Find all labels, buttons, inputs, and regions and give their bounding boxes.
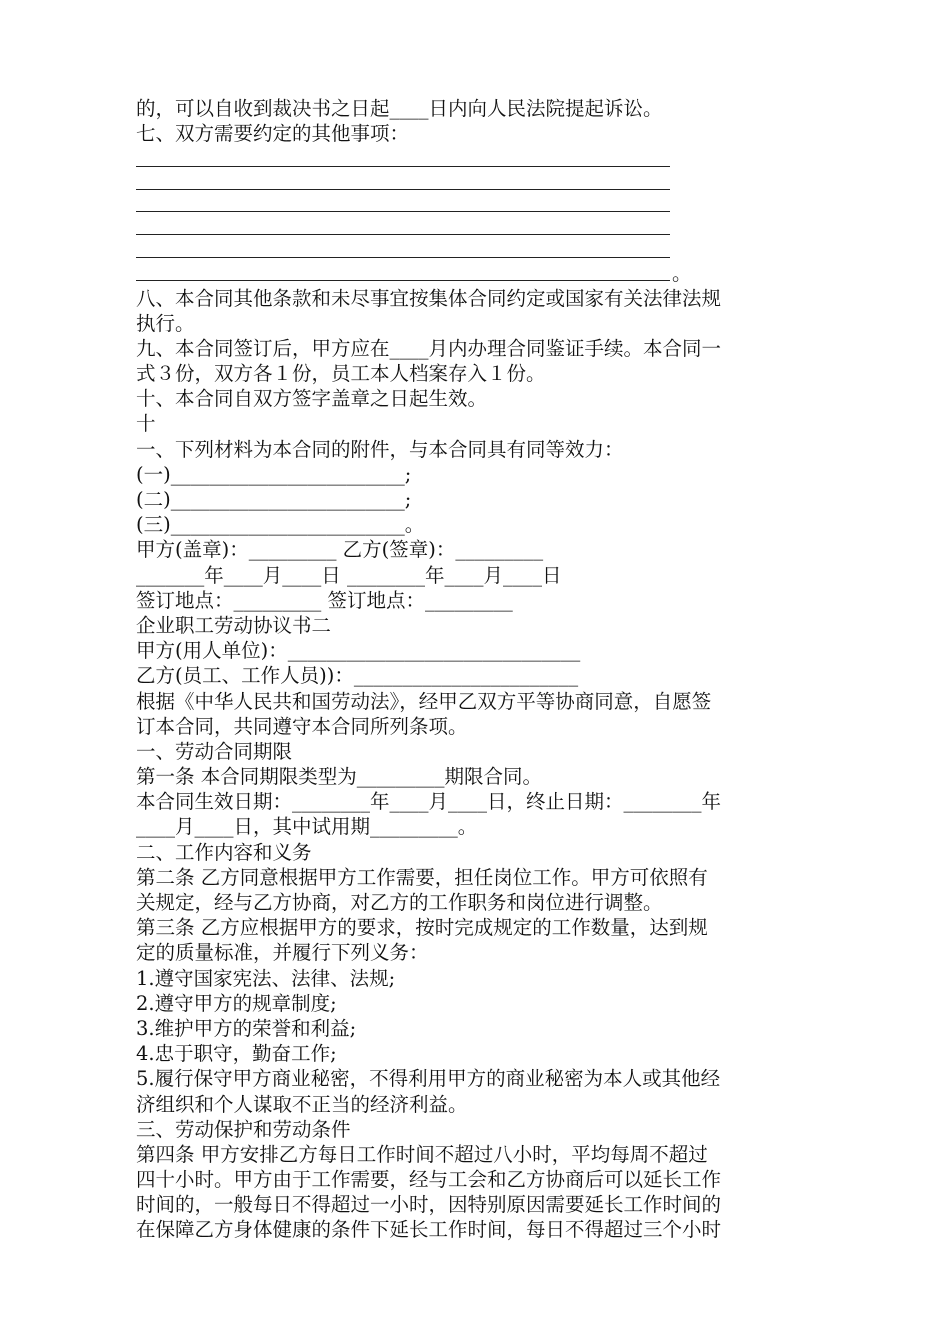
text-line: 济组织和个人谋取不正当的经济利益。 bbox=[136, 1092, 468, 1116]
blank-lines bbox=[136, 148, 820, 284]
blank-line bbox=[136, 148, 820, 171]
text-line: 根据《中华人民共和国劳动法》，经甲乙双方平等协商同意，自愿签 bbox=[136, 689, 712, 713]
list-item: 1.遵守国家宪法、法律、法规; bbox=[136, 966, 396, 990]
blank-end-mark: 。 bbox=[672, 262, 692, 286]
signature-line: 甲方(盖章)：_________ 乙方(签章)：_________ bbox=[136, 538, 544, 562]
attachment-item: (三)________________________。 bbox=[136, 513, 425, 537]
list-item: 4.忠于职守，勤奋工作; bbox=[136, 1042, 337, 1066]
party-b-line: 乙方(员工、工作人员))：_______________________ bbox=[136, 664, 579, 688]
blank-line bbox=[136, 239, 820, 262]
blank-line bbox=[136, 216, 820, 239]
text-line: 第二条 乙方同意根据甲方工作需要，担任岗位工作。甲方可依照有 bbox=[136, 865, 708, 889]
text-line: 定的质量标准，并履行下列义务： bbox=[136, 941, 429, 965]
text-line: 一、下列材料为本合同的附件，与本合同具有同等效力： bbox=[136, 437, 624, 461]
text-line: 第三条 乙方应根据甲方的要求，按时完成规定的工作数量，达到规 bbox=[136, 916, 708, 940]
text-line: 的，可以自收到裁决书之日起____日内向人民法院提起诉讼。 bbox=[136, 97, 663, 120]
attachment-item: (一)________________________; bbox=[136, 462, 412, 486]
text-line: 订本合同，共同遵守本合同所列条项。 bbox=[136, 714, 468, 738]
text-line: 本合同生效日期：________年____月____日，终止日期：________年 bbox=[136, 790, 722, 814]
list-item: 5.履行保守甲方商业秘密，不得利用甲方的商业秘密为本人或其他经 bbox=[136, 1067, 721, 1091]
section-heading: 二、工作内容和义务 bbox=[136, 840, 312, 864]
text-line: 第四条 甲方安排乙方每日工作时间不超过八小时，平均每周不超过 bbox=[136, 1142, 708, 1166]
section-heading: 七、双方需要约定的其他事项： bbox=[136, 122, 410, 146]
text-line: 关规定，经与乙方协商，对乙方的工作职务和岗位进行调整。 bbox=[136, 891, 663, 914]
attachment-item: (二)________________________; bbox=[136, 488, 412, 511]
location-line: 签订地点：_________ 签订地点：_________ bbox=[136, 588, 513, 612]
text-line: ____月____日，其中试用期_________。 bbox=[136, 815, 478, 839]
text-line: 时间的，一般每日不得超过一小时，因特别原因需要延长工作时间的 bbox=[136, 1193, 722, 1217]
text-line: 第一条 本合同期限类型为_________期限合同。 bbox=[136, 765, 542, 789]
section-heading: 三、劳动保护和劳动条件 bbox=[136, 1117, 351, 1141]
document-title: 企业职工劳动协议书二 bbox=[136, 613, 332, 637]
party-a-line: 甲方(用人单位)：______________________________ bbox=[136, 639, 581, 663]
document-body bbox=[136, 96, 820, 1243]
blank-line bbox=[136, 262, 820, 285]
text-line: 式３份，双方各１份，员工本人档案存入１份。 bbox=[136, 362, 546, 386]
list-item: 3.维护甲方的荣誉和利益; bbox=[136, 1016, 357, 1040]
text-line: 在保障乙方身体健康的条件下延长工作时间，每日不得超过三个小时 bbox=[136, 1218, 722, 1242]
blank-line bbox=[136, 194, 820, 217]
text-line: 八、本合同其他条款和未尽事宜按集体合同约定或国家有关法律法规 bbox=[136, 286, 722, 310]
list-item: 2.遵守甲方的规章制度; bbox=[136, 991, 337, 1015]
date-line: _______年____月____日 ________年____月____日 bbox=[136, 563, 562, 587]
text-line: 九、本合同签订后，甲方应在____月内办理合同鉴证手续。本合同一 bbox=[136, 336, 722, 360]
text-line: 十 bbox=[136, 412, 156, 436]
blank-line bbox=[136, 171, 820, 194]
section-heading: 一、劳动合同期限 bbox=[136, 739, 293, 763]
text-line: 四十小时。甲方由于工作需要，经与工会和乙方协商后可以延长工作 bbox=[136, 1168, 722, 1192]
text-line: 十、本合同自双方签字盖章之日起生效。 bbox=[136, 387, 488, 411]
text-line: 执行。 bbox=[136, 311, 195, 335]
